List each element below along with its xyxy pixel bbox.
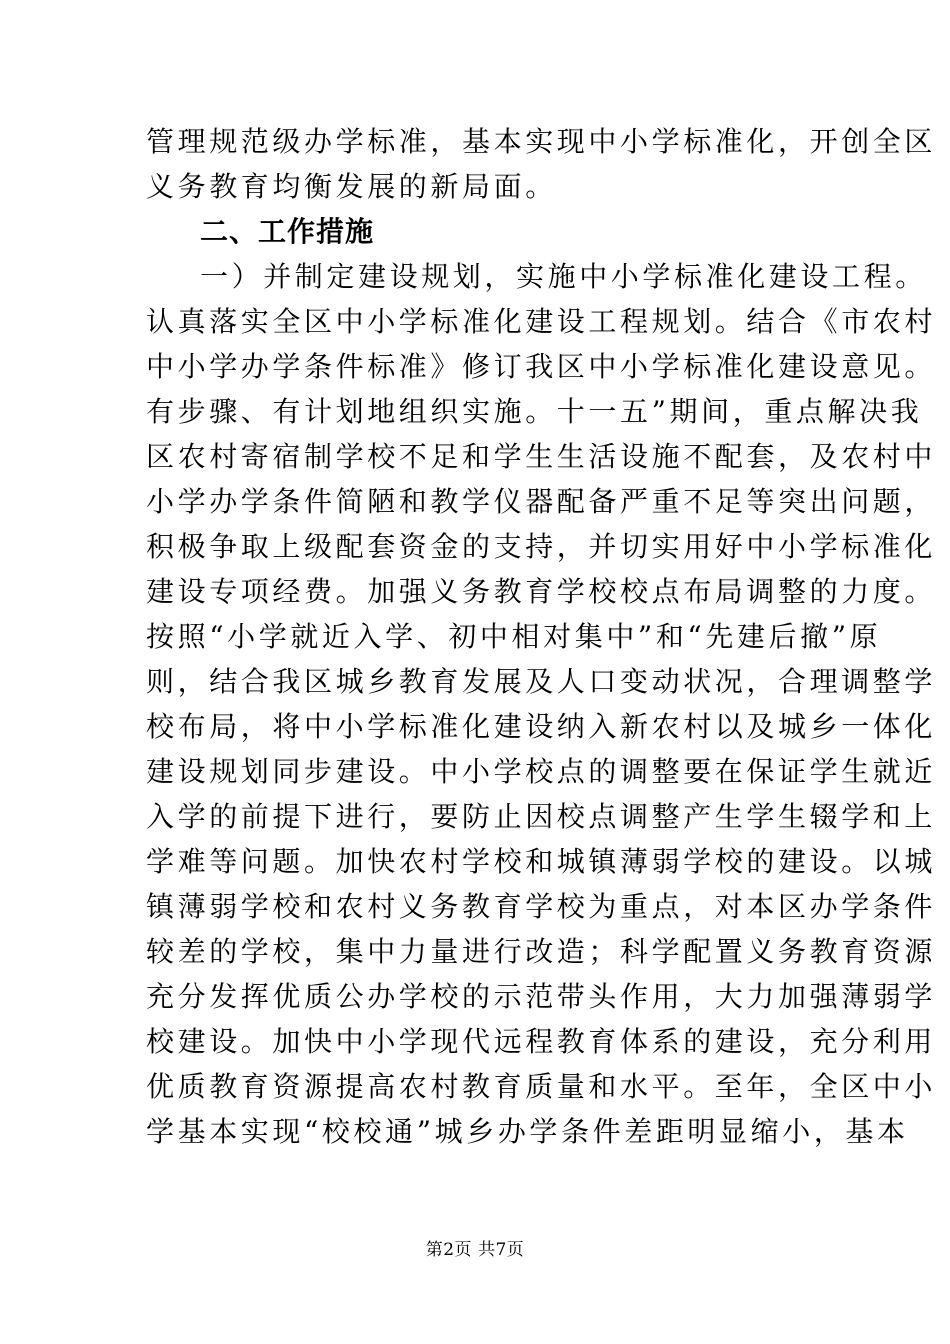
body-text-line: 积极争取上级配套资金的支持，并切实用好中小学标准化 <box>146 530 937 563</box>
body-text-line: 一）并制定建设规划，实施中小学标准化建设工程。 <box>200 260 927 293</box>
body-text-line: 镇薄弱学校和农村义务教育学校为重点，对本区办学条件 <box>146 890 937 923</box>
body-text-line: 入学的前提下进行，要防止因校点调整产生学生辍学和上 <box>146 800 937 833</box>
body-text-line: 校建设。加快中小学现代远程教育体系的建设，充分利用 <box>146 1025 937 1058</box>
body-text-line: 中小学办学条件标准》修订我区中小学标准化建设意见。 <box>146 350 937 383</box>
body-text-line: 按照“小学就近入学、初中相对集中”和“先建后撤”原 <box>146 620 882 653</box>
body-text-line: 优质教育资源提高农村教育质量和水平。至年，全区中小 <box>146 1070 937 1103</box>
body-text-line: 则，结合我区城乡教育发展及人口变动状况，合理调整学 <box>146 665 937 698</box>
body-text-line: 建设专项经费。加强义务教育学校校点布局调整的力度。 <box>146 575 937 608</box>
body-text-line: 认真落实全区中小学标准化建设工程规划。结合《市农村 <box>146 305 937 338</box>
body-text-line: 小学办学条件简陋和教学仪器配备严重不足等突出问题， <box>146 485 937 518</box>
body-text-line: 学基本实现“校校通”城乡办学条件差距明显缩小，基本 <box>146 1115 909 1148</box>
body-text-line: 校布局，将中小学标准化建设纳入新农村以及城乡一体化 <box>146 710 937 743</box>
body-text-line: 有步骤、有计划地组织实施。十一五”期间，重点解决我 <box>146 395 923 428</box>
body-text-line: 较差的学校，集中力量进行改造；科学配置义务教育资源 <box>146 935 937 968</box>
page-number-footer: 第2页 共7页 <box>425 1240 525 1260</box>
body-text-line: 建设规划同步建设。中小学校点的调整要在保证学生就近 <box>146 755 937 788</box>
body-text-line: 学难等问题。加快农村学校和城镇薄弱学校的建设。以城 <box>146 845 937 878</box>
body-text-line: 区农村寄宿制学校不足和学生生活设施不配套，及农村中 <box>146 440 937 473</box>
body-text-line: 义务教育均衡发展的新局面。 <box>146 170 557 203</box>
body-text-line: 管理规范级办学标准，基本实现中小学标准化，开创全区 <box>146 125 937 158</box>
body-text-line: 充分发挥优质公办学校的示范带头作用，大力加强薄弱学 <box>146 980 937 1013</box>
section-heading: 二、工作措施 <box>200 215 375 248</box>
